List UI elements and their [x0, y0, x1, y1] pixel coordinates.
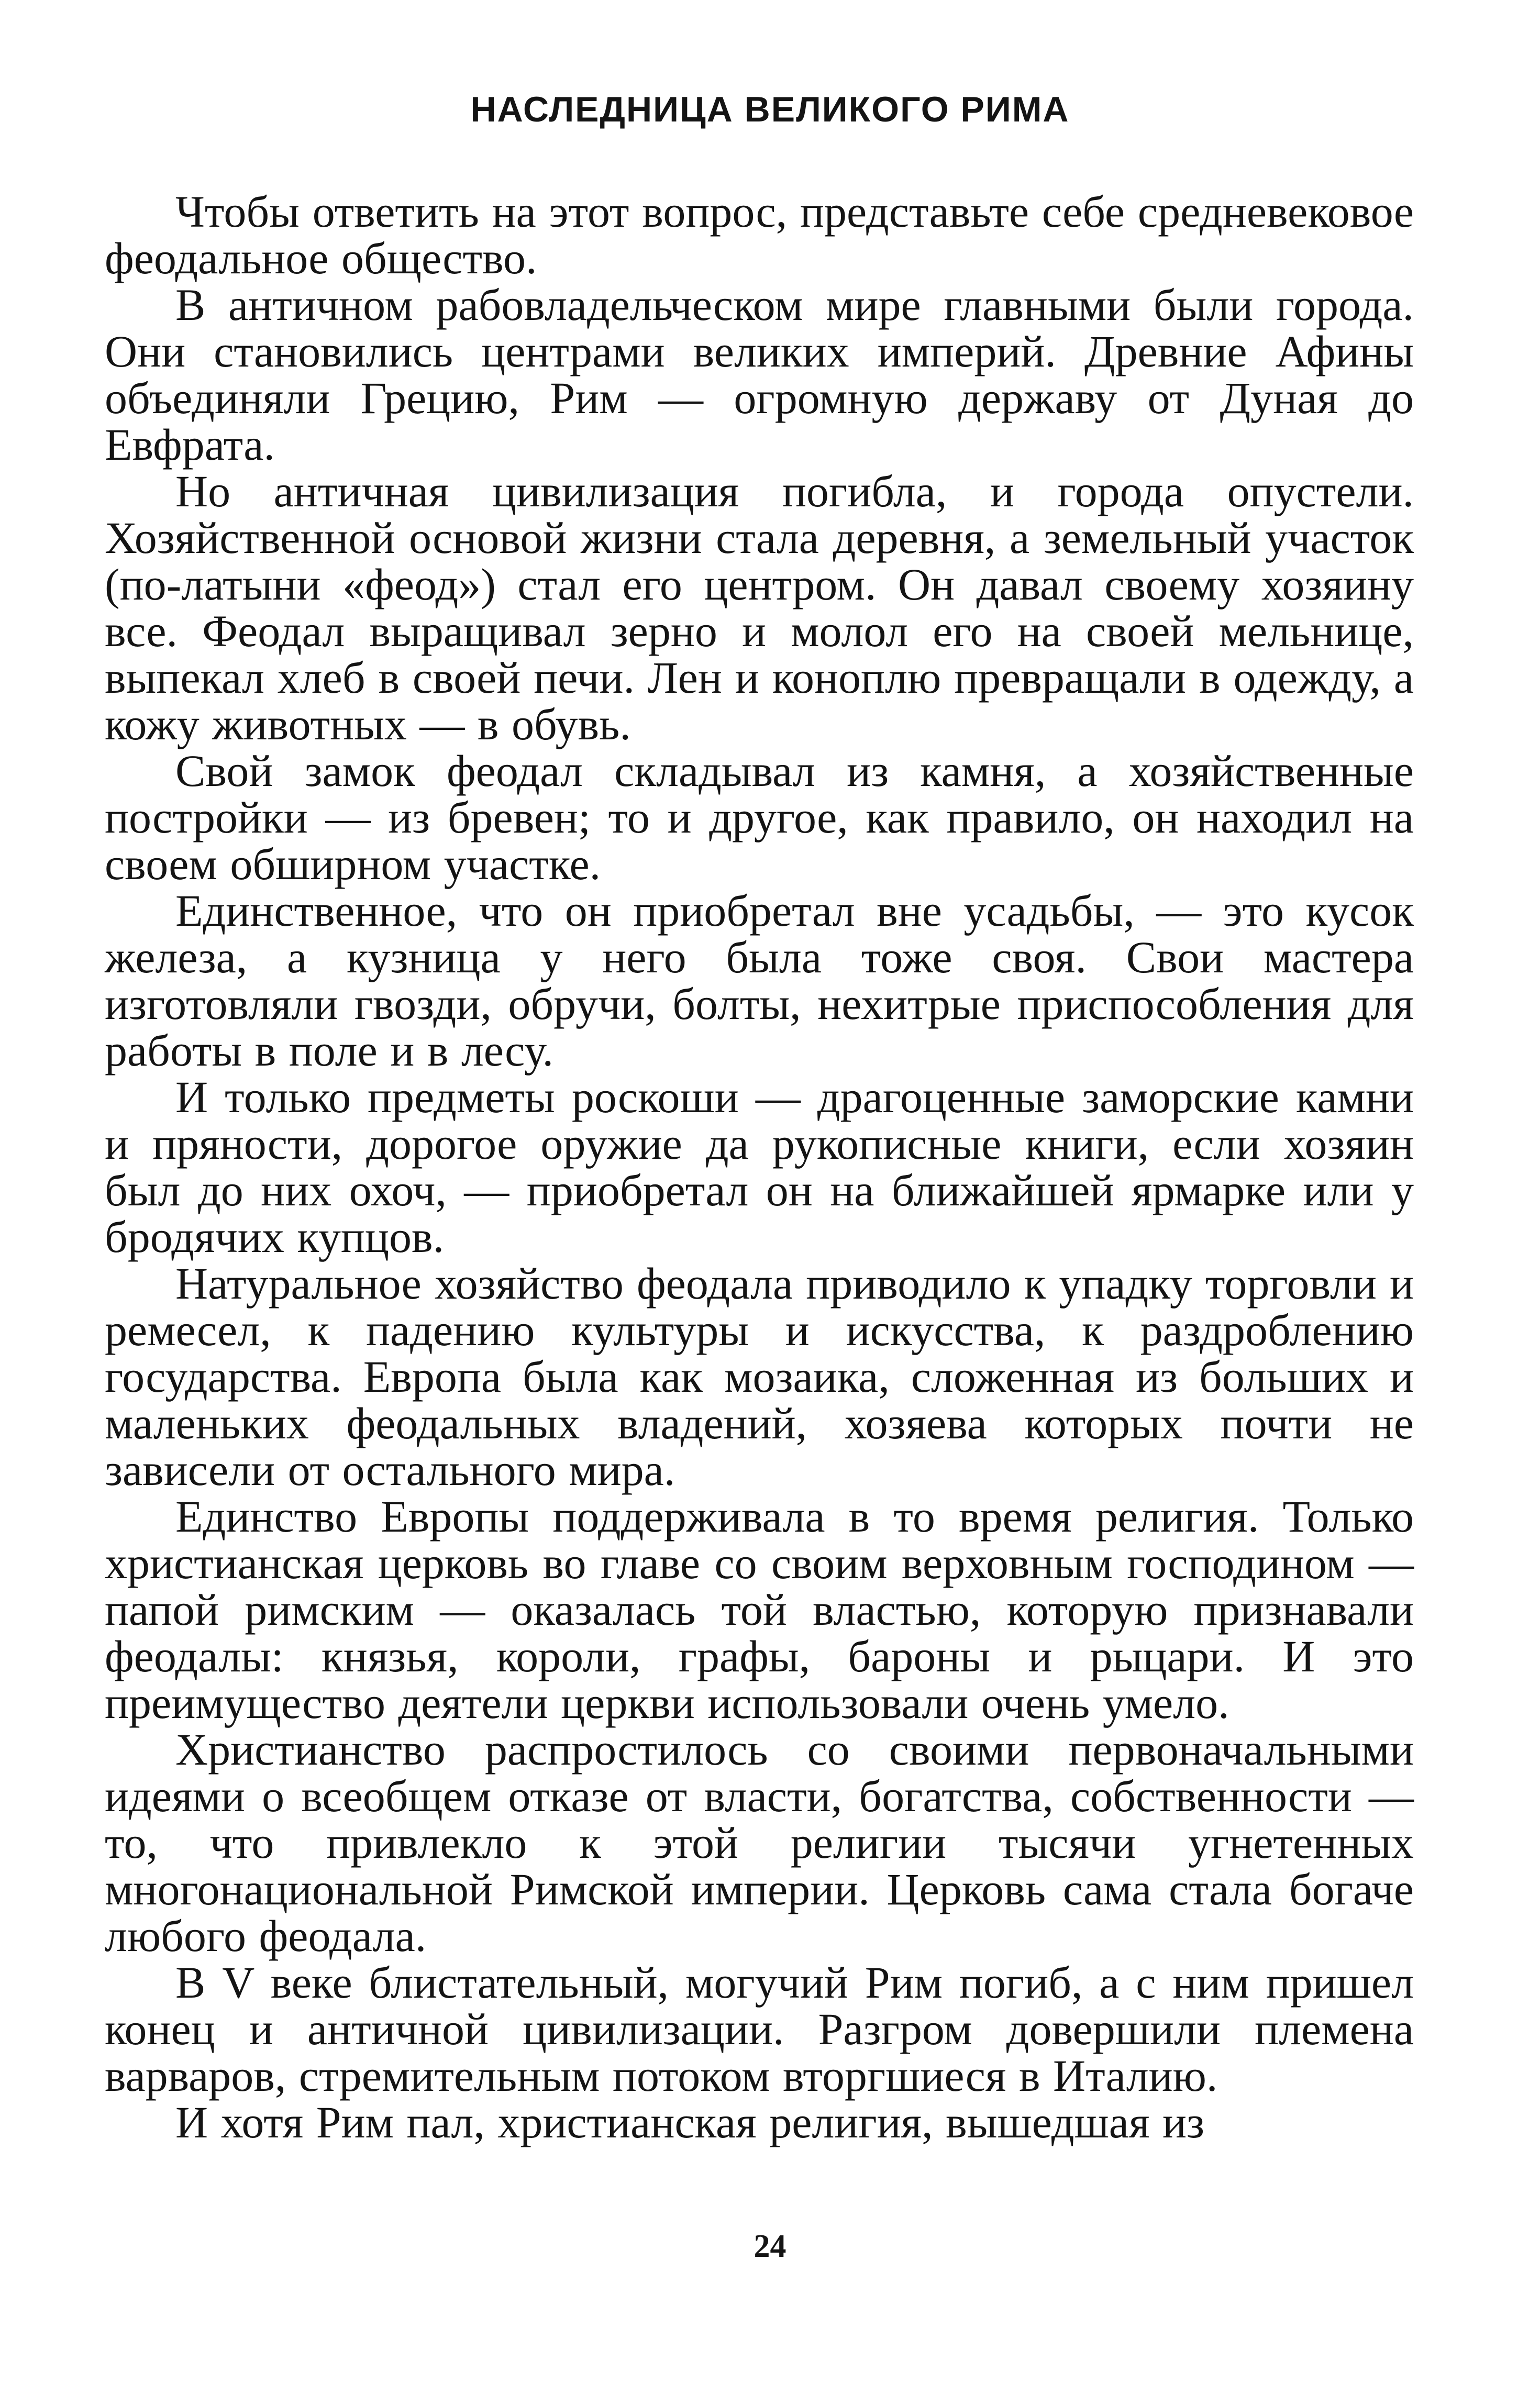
chapter-title: НАСЛЕДНИЦА ВЕЛИКОГО РИМА — [470, 90, 1070, 129]
paragraph: Свой замок феодал складывал из камня, а хозяйственные постройки — из бревен; то и другое, как правило, он находил на своем обширном участке. — [105, 746, 1414, 889]
paragraph: Единство Европы поддерживала в то время религия. Только христианская церковь во главе со своим верховным господином — папой римским — оказалась той властью, которую признавали феодалы: князья, короли, графы, бароны и рыцари. И это преимущество деятели церкви использовали очень умело. — [105, 1491, 1414, 1728]
paragraph: И хотя Рим пал, христианская религия, вышедшая из — [175, 2097, 1205, 2147]
paragraph: Но античная цивилизация погибла, и города опустели. Хозяйственной основой жизни стала деревня, а земельный участок (по-латыни «феод») стал его центром. Он давал своему хозяину все. Феодал выращивал зерно и молол его на своей мельнице, выпекал хлеб в своей печи. Лен и коноплю превращали в одежду, а кожу животных — в обувь. — [105, 466, 1414, 749]
paragraph: Натуральное хозяйство феодала приводило к упадку торговли и ремесел, к падению культуры и искусства, к раздроблению государства. Европа была как мозаика, сложенная из больших и маленьких феодальных владений, хозяева которых почти не зависели от остального мира. — [105, 1258, 1414, 1495]
paragraph: Чтобы ответить на этот вопрос, представьте себе средневековое феодальное общество. — [105, 186, 1414, 283]
paragraph: Единственное, что он приобретал вне усадьбы, — это кусок железа, а кузница у него была тоже своя. Свои мастера изготовляли гвозди, обручи, болты, нехитрые приспособления для работы в поле и в лесу. — [105, 885, 1414, 1076]
page-number: 24 — [754, 2229, 786, 2264]
paragraph: В античном рабовладельческом мире главными были города. Они становились центрами великих империй. Древние Афины объединяли Грецию, Рим — огромную державу от Дуная до Евфрата. — [105, 280, 1414, 470]
paragraph: В V веке блистательный, могучий Рим погиб, а с ним пришел конец и античной цивилизации. Разгром довершили племена варваров, стремительным потоком вторгшиеся в Италию. — [105, 1957, 1414, 2101]
paragraph: И только предметы роскоши — драгоценные заморские камни и пряности, дорогое оружие да рукописные книги, если хозяин был до них охоч, — приобретал он на ближайшей ярмарке или у бродячих купцов. — [105, 1072, 1414, 1262]
body-text — [105, 186, 1414, 2147]
paragraph: Христианство распростилось со своими первоначальными идеями о всеобщем отказе от власти, богатства, собственности — то, что привлекло к этой религии тысячи угнетенных многонациональной Римской империи. Церковь сама стала богаче любого феодала. — [105, 1724, 1414, 1961]
